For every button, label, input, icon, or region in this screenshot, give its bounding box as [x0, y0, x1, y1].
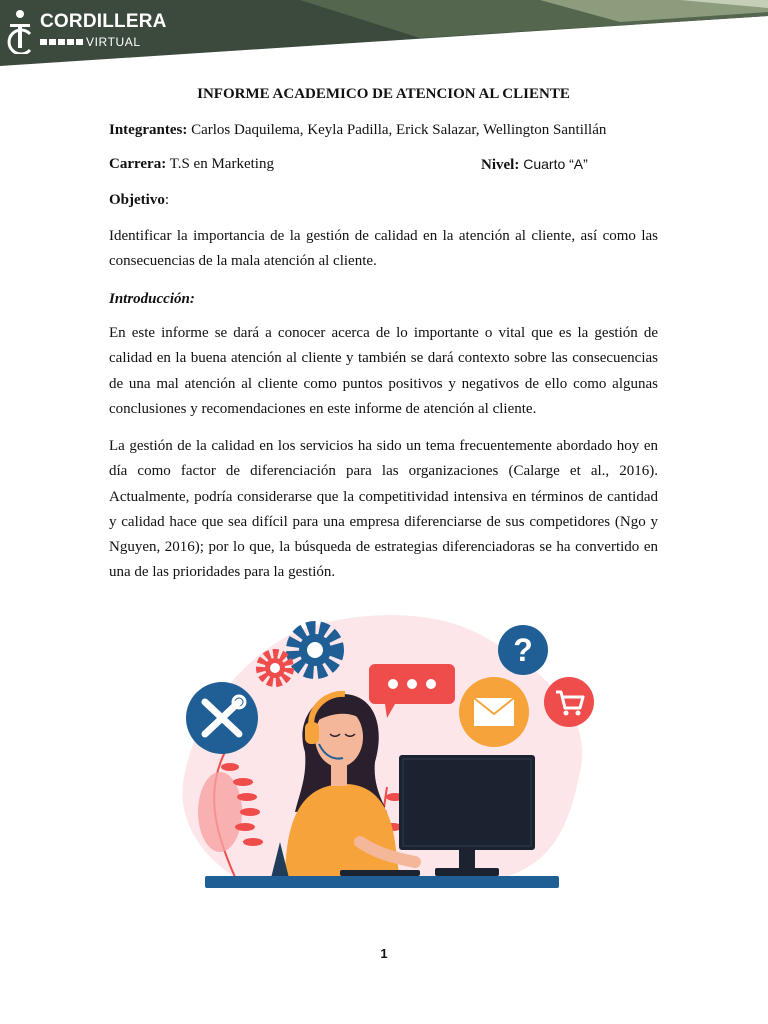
brand-bars	[40, 39, 83, 45]
career-label: Carrera:	[109, 156, 167, 172]
career-value: T.S en Marketing	[166, 156, 274, 172]
career-line	[109, 154, 658, 174]
objective-heading	[109, 190, 658, 210]
objective-colon: :	[164, 192, 169, 208]
customer-service-illustration	[175, 612, 600, 896]
desk	[205, 876, 559, 888]
svg-text:?: ?	[513, 632, 533, 668]
brand-sub-text: VIRTUAL	[86, 35, 141, 49]
members-value: Carlos Daquilema, Keyla Padilla, Erick Salazar, Wellington Santillán	[187, 122, 607, 138]
level-field	[481, 154, 588, 175]
shopping-cart-icon	[544, 677, 594, 727]
document-page	[109, 84, 658, 581]
level-value: Cuarto “A”	[519, 156, 588, 172]
intro-paragraph-2: La gestión de la calidad en los servicios ha sido un tema frecuentemente abordado hoy en día como factor de diferenciación para las organizaciones (Calarge et al., 2016). Actualmente, podría considerarse que la competitividad intensiva en términos de cantidad y calidad hace que sea difícil para una empresa diferenciarse de sus competidores (Ngo y Nguyen, 2016); por lo que, la búsqueda de estrategias diferenciadoras se ha convertido en una de las prioridades para la gestión.	[109, 438, 658, 581]
objective-text: Identificar la importancia de la gestión de calidad en la atención al cliente, así como las consecuencias de la mala atención al cliente.	[109, 228, 658, 270]
question-icon	[498, 625, 548, 675]
objective-label: Objetivo	[109, 192, 165, 208]
members-line	[109, 120, 658, 140]
document-title: INFORME ACADEMICO DE ATENCION AL CLIENTE	[197, 86, 570, 102]
header-banner	[0, 0, 768, 66]
intro-paragraph-1: En este informe se dará a conocer acerca de lo importante o vital que es la gestión de calidad en la buena atención al cliente y también se dará contexto sobre las consecuencias de una mal atención al cliente como puntos positivos y negativos de ello como algunas conclusiones y recomendaciones en este informe de atención al cliente.	[109, 325, 658, 417]
brand-logo	[4, 8, 167, 58]
members-label: Integrantes:	[109, 122, 188, 138]
page-number: 1	[380, 946, 388, 961]
intro-heading: Introducción:	[109, 291, 195, 307]
envelope-icon	[459, 677, 529, 747]
brand-sub	[40, 35, 141, 49]
tools-icon	[186, 682, 258, 754]
level-label: Nivel:	[481, 157, 520, 173]
brand-name: CORDILLERA	[40, 11, 167, 32]
brand-logo-mark-icon	[4, 8, 38, 54]
